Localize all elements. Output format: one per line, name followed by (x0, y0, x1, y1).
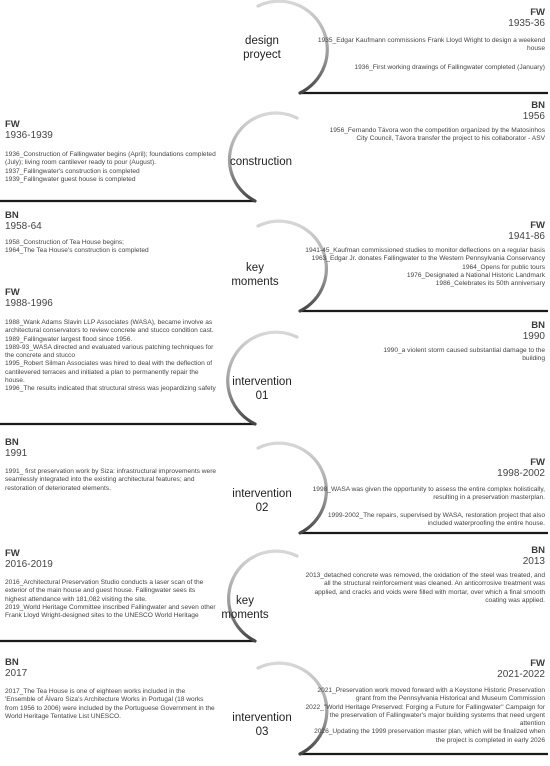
event-text: 1986_Celebrates its 50th anniversary (435, 280, 545, 288)
block-bn-1956 (318, 100, 545, 144)
phase-label-line1: design (245, 35, 279, 47)
block-fw-1998 (305, 457, 545, 528)
event-text: 1988_Wank Adams Slavin LLP Associates (WASA), became involve as architectural conservators to review concrete and stucco condition cast. (5, 319, 214, 335)
phase-label-line2: proyect (243, 49, 281, 61)
block-code: BN (5, 657, 19, 668)
block-code: BN (531, 100, 545, 111)
event-text: 1989-93_WASA directed and evaluated various patching techniques for the concrete and stucco (5, 343, 214, 360)
divider-lines (0, 93, 548, 754)
event-text: 2019_World Heritage Committee inscribed Fallingwater and seven other Frank Lloyd Wright-designed sites to the UNESCO World Heritage (5, 603, 216, 620)
block-years: 1956 (522, 111, 545, 122)
block-years: 1998-2002 (497, 468, 545, 479)
block-code: FW (530, 457, 545, 468)
block-bn-1958 (5, 210, 220, 256)
event-text: 1991_ first preservation work by Siza: infrastructural improvements were seamlessly integrated into the existing architectural features; and restoration of deteriorated elements. (5, 468, 217, 492)
event-text: 2017_The Tea House is one of eighteen works included in the 'Ensemble of Álvaro Siza's Architecture Works in Portugal (18 works from 1956 to 2006) were included by the Portuguese Government in the World Heritage Tentative List UNESCO. (5, 688, 215, 720)
phase-intervention-03 (217, 711, 307, 739)
block-years: 2021-2022 (497, 669, 545, 680)
event-text: 2021_Preservation work moved forward with a Keystone Historic Preservation grant from the Pennsylvania Historical and Museum Commission (317, 687, 545, 703)
phase-label-line1: key (246, 262, 264, 274)
block-code: FW (530, 658, 545, 669)
event-text: 1956_Fernando Távora won the competition organized by the Matosinhos City Council, Távora transfer the project to his collaborator - ASV (329, 127, 545, 143)
phase-label-line2: 03 (255, 726, 269, 738)
event-text: 1941-45_Kaufman commissioned studies to monitor deflections on a regular basis (305, 247, 545, 254)
phase-label-line2: 01 (255, 390, 269, 402)
event-text: 1935_Edgar Kaufmann commissions Frank Lloyd Wright to design a weekend house (317, 37, 545, 53)
block-code: BN (5, 210, 19, 221)
phase-label-line2: moments (231, 276, 279, 288)
event-text: 1963_Edgar Jr. donates Fallingwater to the Western Pennsylvania Conservancy (311, 255, 545, 263)
event-text: 1958_Construction of Tea House begins; (5, 239, 125, 246)
phase-construction: construction (229, 156, 292, 168)
block-fw-1935 (300, 7, 545, 72)
block-bn-2013 (305, 545, 545, 605)
block-code: FW (5, 287, 20, 298)
block-code: BN (531, 320, 545, 331)
block-years: 1941-86 (508, 231, 545, 242)
block-years: 2013 (522, 556, 545, 567)
event-text: 1937_Fallingwater's construction is completed (5, 167, 140, 175)
block-years: 1958-64 (5, 221, 42, 232)
phase-label-line1: intervention (232, 376, 292, 388)
phase-label-line1: intervention (232, 712, 292, 724)
phase-intervention-01 (217, 375, 307, 403)
event-text: 2013_detached concrete was removed, the oxidation of the steel was treated, and all the structural reinforcement was cleaned. An anticorrosive treatment was applied, and cracks and voids were filled with mortar, over which a final smooth coating was applied. (305, 572, 545, 604)
event-text: 2026_Updating the 1999 preservation master plan, which will be finalized when the project is completed in early 2026 (314, 728, 545, 744)
phase-label-line2: 02 (255, 502, 269, 514)
block-code: FW (5, 548, 20, 559)
block-code: BN (5, 437, 19, 448)
block-years: 1936-1939 (5, 130, 53, 141)
event-text: 2016_Architectural Preservation Studio conducts a laser scan of the exterior of the main house and guest house. Fallingwater sees its highest attendance with 181,082 visiting the site. (5, 579, 204, 603)
event-text: 1964_Opens for public tours (462, 263, 545, 271)
phase-label-line1: key (236, 595, 254, 607)
block-fw-1941 (305, 220, 545, 288)
block-bn-2017 (5, 657, 217, 721)
block-fw-1936 (5, 119, 217, 184)
block-years: 1990 (522, 331, 545, 342)
block-fw-2016 (5, 548, 217, 620)
block-bn-1991 (5, 437, 220, 493)
event-text: 1964_The Tea House's construction is completed (5, 247, 149, 255)
block-code: FW (530, 7, 545, 18)
block-years: 1935-36 (508, 18, 545, 29)
phase-label-line2: moments (221, 609, 269, 621)
event-text: 1939_Fallingwater guest house is completed (5, 175, 136, 183)
event-text: 2022_"World Heritage Preserved: Forging a Future for Fallingwater" Campaign for the preservation of Fallingwater's major building systems that need urgent attention (305, 703, 545, 728)
phase-intervention-02 (217, 487, 307, 515)
event-text: 1998_WASA was given the opportunity to assess the entire complex holistically, resulting in a preservation masterplan. (312, 486, 545, 502)
block-years: 1988-1996 (5, 298, 53, 309)
phase-key-moments-1 (210, 261, 300, 289)
event-text: 1999-2002_The repairs, supervised by WASA, restoration project that also included waterproofing the entire house. (327, 511, 545, 527)
event-text: 1936_First working drawings of Fallingwater completed (January) (354, 63, 545, 71)
event-text: 1996_The results indicated that structural stress was jeopardizing safety (5, 385, 216, 393)
block-code: FW (5, 119, 20, 130)
block-years: 2017 (5, 668, 28, 679)
event-text: 1936_Construction of Fallingwater begins (April); foundations completed (July); living room cantilever ready to pour (August). (5, 151, 216, 167)
block-years: 2016-2019 (5, 559, 53, 570)
block-fw-2021 (305, 658, 545, 745)
event-text: 1995_Robert Silman Associates was hired to deal with the deflection of cantilevered terraces and initiated a plan to permanently repair the house. (5, 360, 213, 385)
event-text: 1976_Designated a National Historic Landmark (406, 271, 545, 279)
event-text: 1989_Fallingwater largest flood since 1956. (5, 335, 133, 343)
event-text: 1990_a violent storm caused substantial damage to the building (383, 347, 545, 363)
block-code: BN (531, 545, 545, 556)
block-bn-1990 (380, 320, 545, 364)
phase-label-line1: intervention (232, 488, 292, 500)
block-fw-1988 (5, 287, 217, 394)
block-code: FW (530, 220, 545, 231)
phase-design-proyect (217, 34, 307, 62)
block-years: 1991 (5, 448, 28, 459)
